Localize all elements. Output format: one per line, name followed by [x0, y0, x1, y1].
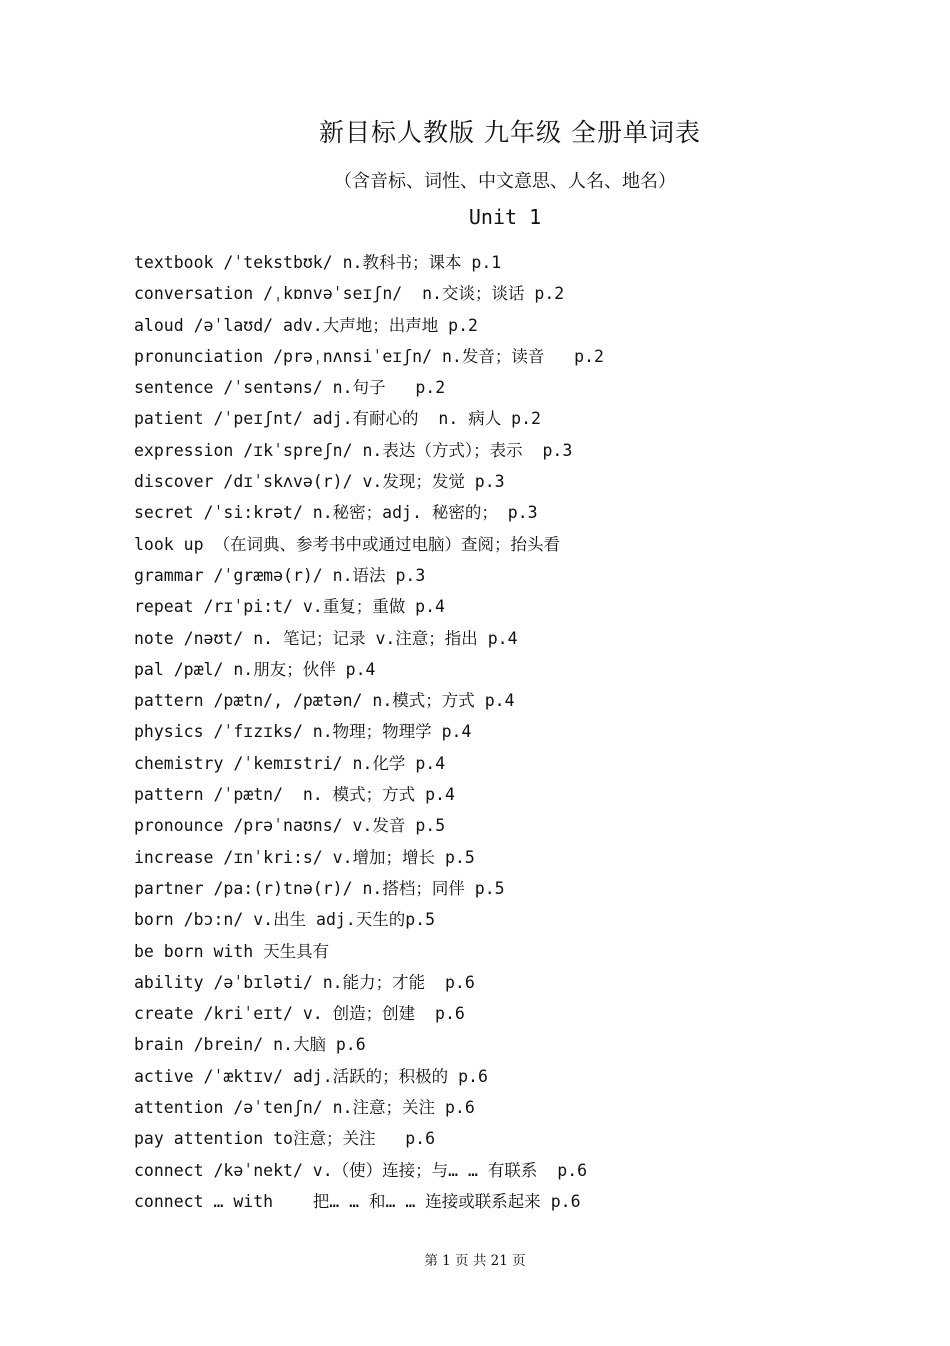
vocabulary-entry: connect … with 把… … 和… … 连接或联系起来 p.6 — [134, 1191, 581, 1211]
vocabulary-entry: conversation /ˌkɒnvəˈseɪʃn/ n.交谈；谈话 p.2 — [134, 284, 565, 304]
vocabulary-entry: secret /ˈsi:krət/ n.秘密；adj. 秘密的； p.3 — [134, 503, 538, 523]
vocabulary-entry: increase /ɪnˈkri:s/ v.增加；增长 p.5 — [134, 847, 475, 867]
vocabulary-entry: pattern /ˈpætn/ n. 模式；方式 p.4 — [134, 785, 455, 805]
vocabulary-entry: born /bɔ:n/ v.出生 adj.天生的p.5 — [134, 910, 436, 930]
vocabulary-entry: patient /ˈpeɪʃnt/ adj.有耐心的 n. 病人 p.2 — [134, 409, 541, 429]
document-title: 新目标人教版 九年级 全册单词表 — [319, 118, 701, 147]
vocabulary-entry: aloud /əˈlaʊd/ adv.大声地；出声地 p.2 — [134, 315, 478, 335]
vocabulary-entry: note /nəʊt/ n. 笔记；记录 v.注意；指出 p.4 — [134, 628, 518, 648]
vocabulary-entry: be born with 天生具有 — [134, 941, 330, 961]
vocabulary-entry: active /ˈæktɪv/ adj.活跃的；积极的 p.6 — [134, 1066, 488, 1086]
vocabulary-entry: pattern /pætn/, /pætən/ n.模式；方式 p.4 — [134, 691, 515, 711]
vocabulary-entry: pal /pæl/ n.朋友；伙伴 p.4 — [134, 659, 376, 679]
vocabulary-entry: look up （在词典、参考书中或通过电脑）查阅；抬头看 — [134, 534, 560, 554]
vocabulary-entry: repeat /rɪˈpi:t/ v.重复；重做 p.4 — [134, 597, 445, 617]
vocabulary-entry: textbook /ˈtekstbʊk/ n.教科书；课本 p.1 — [134, 253, 502, 272]
vocabulary-entry: attention /əˈtenʃn/ n.注意；关注 p.6 — [134, 1098, 475, 1118]
vocabulary-entry: ability /əˈbɪləti/ n.能力；才能 p.6 — [134, 972, 475, 992]
page-footer: 第 1 页 共 21 页 — [424, 1253, 526, 1269]
vocabulary-entry: pronunciation /prəˌnʌnsiˈeɪʃn/ n.发音；读音 p.2 — [134, 346, 604, 366]
vocabulary-entry: expression /ɪkˈspreʃn/ n.表达（方式）；表示 p.3 — [134, 440, 573, 460]
vocabulary-entry: chemistry /ˈkemɪstri/ n.化学 p.4 — [134, 753, 446, 773]
vocabulary-entry: pronounce /prəˈnaʊns/ v.发音 p.5 — [134, 816, 446, 836]
document-subtitle: （含音标、词性、中文意思、人名、地名） — [334, 171, 676, 192]
vocabulary-entry: partner /pa:(r)tnə(r)/ n.搭档；同伴 p.5 — [134, 878, 505, 898]
vocabulary-entry: pay attention to注意；关注 p.6 — [134, 1129, 436, 1149]
vocabulary-list — [134, 247, 894, 1217]
vocabulary-entry: grammar /ˈgræmə(r)/ n.语法 p.3 — [134, 565, 426, 585]
vocabulary-entry: brain /brein/ n.大脑 p.6 — [134, 1035, 366, 1055]
vocabulary-entry: sentence /ˈsentəns/ n.句子 p.2 — [134, 378, 446, 398]
vocabulary-entry: create /kriˈeɪt/ v. 创造；创建 p.6 — [134, 1004, 465, 1024]
unit-heading: Unit 1 — [468, 205, 542, 229]
vocabulary-entry: connect /kəˈnekt/ v.（使）连接；与… … 有联系 p.6 — [134, 1160, 588, 1180]
vocabulary-entry: discover /dɪˈskʌvə(r)/ v.发现；发觉 p.3 — [134, 472, 505, 492]
vocabulary-entry: physics /ˈfɪzɪks/ n.物理；物理学 p.4 — [134, 722, 472, 742]
